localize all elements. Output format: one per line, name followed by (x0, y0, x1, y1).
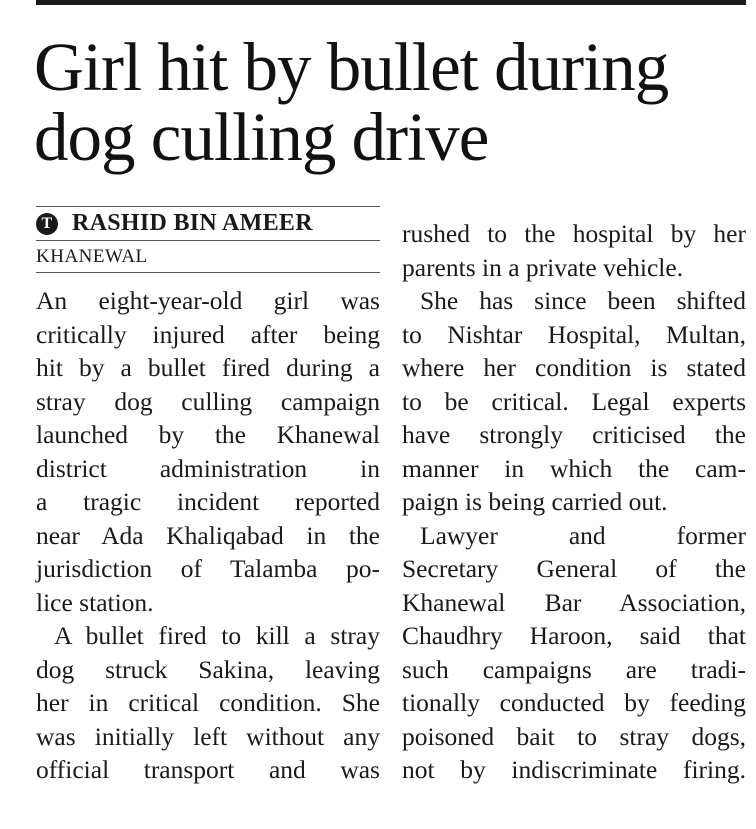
article-text-line: not by indiscriminate firing. (402, 755, 746, 784)
divider (36, 272, 380, 273)
article-column-1 (36, 284, 380, 787)
article-text-line: An eight-year-old girl was (36, 286, 380, 315)
article-text-line: poisoned bait to stray dogs, (402, 721, 746, 751)
article-text-line: hit by a bullet fired during a (36, 353, 380, 382)
headline-line: dog culling drive (34, 99, 489, 175)
byline-box (36, 206, 380, 273)
article-text-line: was initially left without any (36, 721, 380, 751)
article-text-line: stray dog culling campaign (36, 386, 380, 416)
article-text-line: manner in which the cam- (402, 453, 746, 483)
headline (34, 29, 754, 175)
article-text-line: her in critical condition. She (36, 688, 380, 717)
publication-logo-icon: T (36, 213, 58, 235)
article-text-line: official transport and was (36, 755, 380, 784)
article-text-line: critically injured after being (36, 319, 380, 349)
article-text-line: Lawyer and former (420, 520, 746, 550)
headline-line: Girl hit by bullet during (34, 29, 669, 105)
byline (36, 207, 380, 240)
article-text-line: paign is being carried out. (402, 487, 668, 516)
article-text-line: such campaigns are tradi- (402, 654, 746, 684)
article-text-line: near Ada Khaliqabad in the (36, 520, 380, 550)
author-name: RASHID BIN AMEER (72, 210, 313, 236)
article-text-line: lice station. (36, 587, 154, 617)
article-text-line: A bullet fired to kill a stray (54, 621, 380, 650)
article-text-line: parents in a private vehicle. (402, 252, 684, 282)
article-text-line: rushed to the hospital by her (402, 219, 746, 248)
article-text-line: launched by the Khanewal (36, 420, 380, 449)
article-text-line: to Nishtar Hospital, Multan, (402, 319, 746, 349)
article-text-line: jurisdiction of Talamba po- (36, 554, 380, 583)
article-text-line: dog struck Sakina, leaving (36, 654, 380, 684)
article-text-line: to be critical. Legal experts (402, 386, 746, 416)
article-text-line: She has since been shifted (420, 286, 746, 315)
article-text-line: where her condition is stated (402, 353, 746, 382)
article-text-line: Secretary General of the (402, 554, 746, 583)
article-text-line: Khanewal Bar Association, (402, 587, 746, 617)
article-text-line: district administration in (36, 453, 380, 483)
article-text-line: a tragic incident reported (36, 487, 380, 516)
top-rule (36, 0, 746, 5)
article-text-line: have strongly criticised the (402, 420, 746, 449)
article-text-line: tionally conducted by feeding (402, 688, 746, 717)
dateline: KHANEWAL (36, 246, 148, 267)
article-text-line: Chaudhry Haroon, said that (402, 621, 746, 650)
article-column-2 (402, 217, 746, 787)
